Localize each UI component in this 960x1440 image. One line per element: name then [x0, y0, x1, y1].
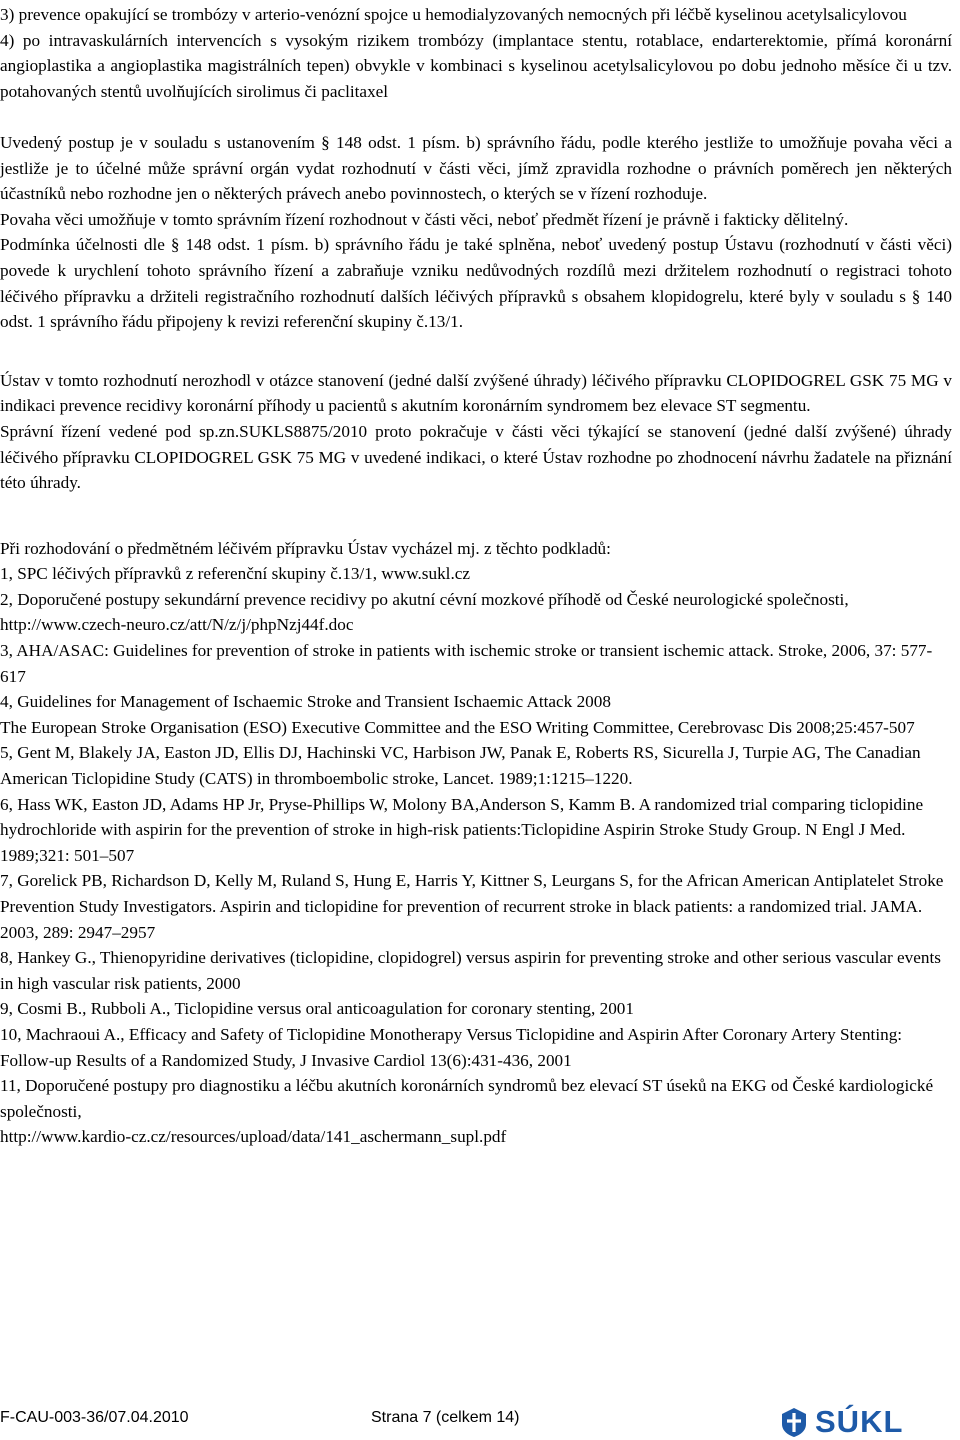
spacer — [0, 335, 952, 368]
paragraph-indication-3: 3) prevence opakující se trombózy v arterio-venózní spojce u hemodialyzovaných nemocných při léčbě kyselinou acetylsalicylovou — [0, 5, 907, 24]
paragraph-indication-4: 4) po intravaskulárních intervencích s vysokým rizikem trombózy (implantace stentu, rotablace, endarterektomie, přímá koronární angioplastika a angioplastika magistrálních tepen) obvykle v kombinaci s kyselinou acetylsalicylovou po dobu jednoho měsíce či u tzv. potahovaných stentů uvolňujících sirolimus či paclitaxel — [0, 30, 952, 101]
reference-item: 6, Hass WK, Easton JD, Adams HP Jr, Pryse-Phillips W, Molony BA,Anderson S, Kamm B. A randomized trial comparing ticlopidine hydrochloride with aspirin for the prevention of stroke in high-risk patients:Ticlopidine Aspirin Stroke Study Group. N Engl J Med. 1989;321: 501–507 — [0, 794, 924, 865]
sukl-logo — [779, 1405, 957, 1439]
references-intro: Při rozhodování o předmětném léčivém přípravku Ústav vycházel mj. z těchto podkladů: — [0, 538, 611, 558]
sukl-emblem-icon — [779, 1406, 809, 1438]
reference-item: 5, Gent M, Blakely JA, Easton JD, Ellis DJ, Hachinski VC, Harbison JW, Panak E, Roberts RS, Sicurella J, Turpie AG, The Canadian American Ticlopidine Study (CATS) in thromboembolic stroke, Lancet. 1989;1:1215–1220. — [0, 743, 921, 789]
document-body — [0, 2, 952, 1150]
document-code: F-CAU-003-36/07.04.2010 — [0, 1409, 189, 1426]
spacer — [0, 104, 952, 130]
reference-item: 2, Doporučené postupy sekundární prevence recidivy po akutní cévní mozkové příhodě od České neurologické společnosti, http://www.czech-neuro.cz/att/N/z/j/phpNzj44f.doc — [0, 589, 849, 635]
page-number: Strana 7 (celkem 14) — [371, 1409, 520, 1426]
page-footer — [0, 1405, 960, 1440]
reference-item: The European Stroke Organisation (ESO) Executive Committee and the ESO Writing Committee, Cerebrovasc Dis 2008;25:457-507 — [0, 717, 915, 737]
reference-item: 10, Machraoui A., Efficacy and Safety of Ticlopidine Monotherapy Versus Ticlopidine and Aspirin After Coronary Artery Stenting: Follow-up Results of a Randomized Study, J Invasive Cardiol 13(6):431-436, 2001 — [0, 1024, 903, 1070]
reference-item: 7, Gorelick PB, Richardson D, Kelly M, Ruland S, Hung E, Harris Y, Kittner S, Leurgans S, for the African American Antiplatelet Stroke Prevention Study Investigators. Aspirin and ticlopidine for prevention of recurrent stroke in black patients: a randomized trial. JAMA. 2003, 289: 2947–2957 — [0, 871, 944, 942]
paragraph-legal-basis: Uvedený postup je v souladu s ustanovením § 148 odst. 1 písm. b) správního řádu, podle kterého jestliže to umožňuje povaha věci a jestliže je to účelné může správní orgán vydat rozhodnutí v části věci, jímž zpravidla rozhodne o právních poměrech jen některých účastníků nebo rozhodne jen o některých právech anebo povinnostech, o kterých se v řízení rozhoduje. — [0, 132, 952, 204]
paragraph-not-decided: Ústav v tomto rozhodnutí nerozhodl v otázce stanovení (jedné další zvýšené úhrady) léčivého přípravku CLOPIDOGREL GSK 75 MG v indikaci prevence recidivy koronární příhody u pacientů s akutním koronárním syndromem bez elevace ST segmentu. — [0, 370, 952, 416]
paragraph-divisibility: Povaha věci umožňuje v tomto správním řízení rozhodnout v části věci, neboť předmět řízení je právně i fakticky dělitelný. — [0, 209, 849, 229]
paragraph-purposefulness: Podmínka účelnosti dle § 148 odst. 1 písm. b) správního řádu je také splněna, neboť uvedený postup Ústavu (rozhodnutí v části věci) povede k urychlení tohoto správního řízení a zabraňuje vzniku nedůvodných rozdílů mezi držitelem rozhodnutí o registraci tohoto léčivého přípravku a držiteli registračního rozhodnutí dalších léčivých přípravků s obsahem klopidogrelu, které byly v souladu s § 140 odst. 1 správního řádu připojeny k revizi referenční skupiny č.13/1. — [0, 235, 952, 332]
reference-item: 3, AHA/ASAC: Guidelines for prevention of stroke in patients with ischemic stroke or transient ischemic attack. Stroke, 2006, 37: 577-617 — [0, 641, 933, 686]
references-section — [0, 536, 952, 1150]
spacer — [0, 496, 952, 536]
paragraph-proceedings-continue: Správní řízení vedené pod sp.zn.SUKLS8875/2010 proto pokračuje v části věci týkající se stanovení (jedné další zvýšené) úhrady léčivého přípravku CLOPIDOGREL GSK 75 MG v uvedené indikaci, o které Ústav rozhodne po zhodnocení návrhu žadatele na přiznání této úhrady. — [0, 421, 952, 493]
reference-link: http://www.kardio-cz.cz/resources/upload/data/141_aschermann_supl.pdf — [0, 1127, 507, 1147]
sukl-logo-text: SÚKL — [815, 1404, 904, 1439]
reference-item: 1, SPC léčivých přípravků z referenční skupiny č.13/1, www.sukl.cz — [0, 564, 470, 584]
reference-item: 8, Hankey G., Thienopyridine derivatives (ticlopidine, clopidogrel) versus aspirin for preventing stroke and other serious vascular events in high vascular risk patients, 2000 — [0, 948, 941, 993]
reference-item: 9, Cosmi B., Rubboli A., Ticlopidine versus oral anticoagulation for coronary stenting, 2001 — [0, 999, 634, 1019]
reference-item: 11, Doporučené postupy pro diagnostiku a léčbu akutních koronárních syndromů bez elevací ST úseků na EKG od České kardiologické společnosti, — [0, 1076, 934, 1121]
reference-item: 4, Guidelines for Management of Ischaemic Stroke and Transient Ischaemic Attack 2008 — [0, 692, 611, 712]
